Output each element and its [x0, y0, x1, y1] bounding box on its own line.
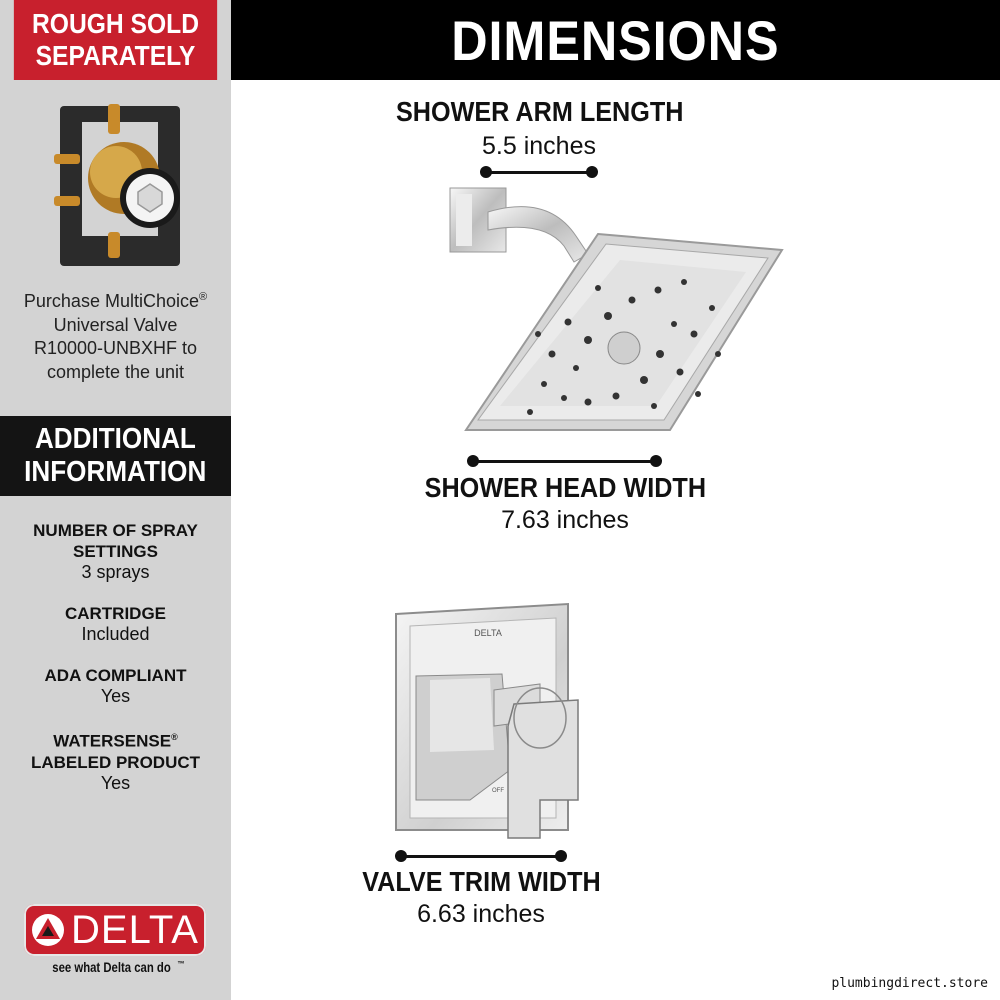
spec-label: NUMBER OF SPRAY SETTINGS — [33, 521, 198, 561]
spec-label: CARTRIDGE — [64, 604, 167, 623]
purchase-line4: complete the unit — [46, 361, 185, 382]
spec-value: 3 sprays — [81, 562, 150, 582]
purchase-line3: R10000-UNBXHF to — [33, 338, 198, 358]
shower-arm-label: SHOWER ARM LENGTH — [395, 96, 684, 127]
shower-head-value: 7.63 inches — [501, 506, 629, 534]
trim-off-text: OFF — [492, 788, 504, 794]
rough-in-valve-image — [46, 100, 186, 270]
valve-trim-value: 6.63 inches — [417, 900, 545, 928]
spec-value: Included — [81, 624, 150, 644]
valve-trim-measure-line — [395, 850, 567, 862]
dimensions-banner — [231, 0, 1000, 80]
dimensions-title: DIMENSIONS — [451, 8, 780, 72]
delta-triangle-icon — [31, 913, 65, 947]
additional-banner-line2: INFORMATION — [24, 456, 207, 488]
spec-value: Yes — [100, 772, 131, 793]
spec-list — [0, 520, 231, 814]
additional-information-banner — [0, 416, 231, 496]
shower-arm-measure-line — [480, 166, 598, 178]
delta-logo — [24, 904, 206, 956]
shower-head-image — [448, 184, 784, 434]
rough-banner-line2: SEPARATELY — [35, 40, 196, 71]
purchase-note — [0, 286, 231, 384]
valve-trim-label: VALVE TRIM WIDTH — [361, 866, 601, 897]
purchase-line1: Purchase MultiChoice® — [23, 291, 208, 311]
logo-wordmark: DELTA — [71, 907, 199, 952]
spec-cartridge — [0, 603, 231, 645]
valve-trim-image — [390, 600, 580, 840]
spec-label: WATERSENSE® LABELED PRODUCT — [30, 731, 201, 772]
spec-ada-compliant — [0, 665, 231, 707]
spec-spray-settings — [0, 520, 231, 583]
rough-sold-separately-banner — [14, 0, 217, 80]
rough-banner-line1: ROUGH SOLD — [31, 8, 200, 39]
trademark-mark: ™ — [177, 959, 185, 969]
trim-brand-text: DELTA — [474, 628, 502, 638]
shower-head-measure-line — [467, 455, 662, 467]
registered-mark: ® — [198, 291, 208, 303]
spec-label: ADA COMPLIANT — [44, 666, 187, 685]
registered-mark: ® — [171, 732, 178, 742]
shower-head-label: SHOWER HEAD WIDTH — [424, 472, 706, 503]
additional-banner-line1: ADDITIONAL — [35, 423, 196, 455]
spec-value: Yes — [100, 686, 131, 706]
spec-watersense — [0, 727, 231, 794]
brand-tagline: see what Delta can do ™ — [52, 959, 185, 975]
shower-arm-value: 5.5 inches — [482, 132, 596, 160]
purchase-line2: Universal Valve — [53, 314, 178, 335]
watermark: plumbingdirect.store — [831, 976, 988, 991]
